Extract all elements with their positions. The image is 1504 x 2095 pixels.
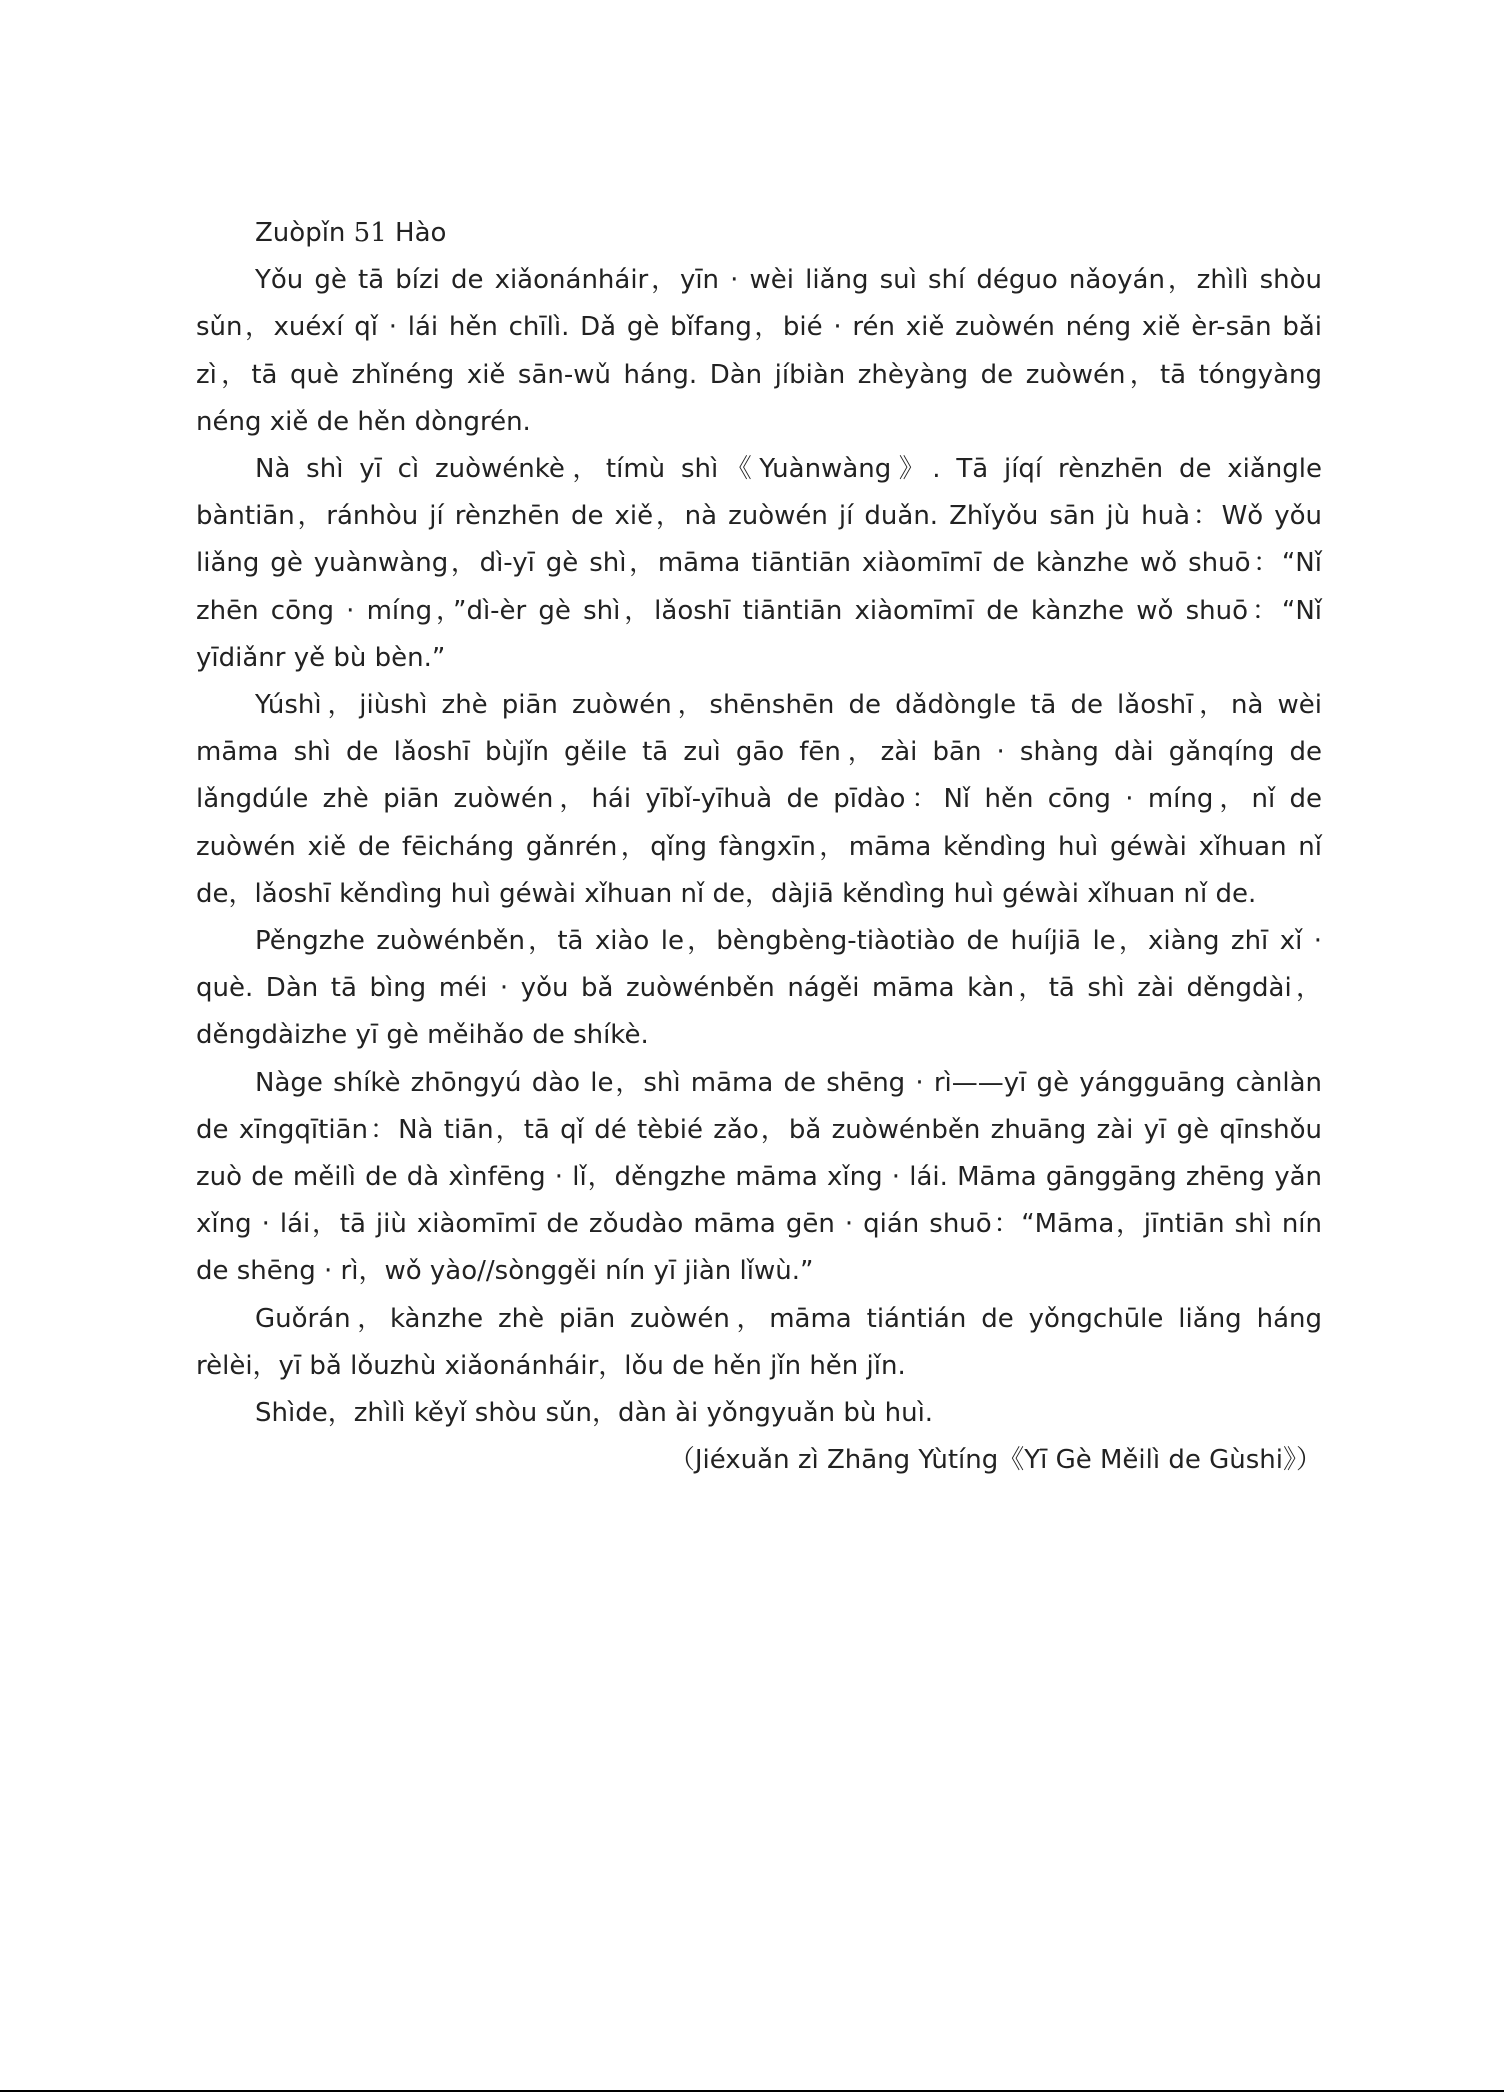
paragraph-1: Yǒu gè tā bízi de xiǎonánháir，yīn · wèi liǎng suì shí déguo nǎoyán，zhìlì shòu sǔn，xuéxí qǐ · lái hěn chīlì. Dǎ gè bǐfang，bié · rén xiě zuòwén néng xiě èr-sān bǎi zì，tā què zhǐnéng xiě sān-wǔ háng. Dàn jíbiàn zhèyàng de zuòwén，tā tóngyàng néng xiě de hěn dòngrén. [196,265,1322,437]
paragraph-7: Shìde，zhìlì kěyǐ shòu sǔn，dàn ài yǒngyuǎn bù huì. [255,1398,934,1429]
title-number: 51 [353,218,387,248]
document-title [196,210,1322,257]
title-suffix: Hào [395,218,447,248]
page-bottom-rule [0,2090,1504,2092]
paragraph-3: Yúshì，jiùshì zhè piān zuòwén，shēnshēn de dǎdòngle tā de lǎoshī，nà wèi māma shì de lǎoshī bùjǐn gěile tā zuì gāo fēn，zài bān · shàng dài gǎnqíng de lǎngdúle zhè piān zuòwén，hái yībǐ-yīhuà de pīdào：Nǐ hěn cōng · míng，nǐ de zuòwén xiě de fēicháng gǎnrén，qǐng fàngxīn，māma kěndìng huì géwài xǐhuan nǐ de，lǎoshī kěndìng huì géwài xǐhuan nǐ de，dàjiā kěndìng huì géwài xǐhuan nǐ de. [196,690,1322,909]
paragraph-5: Nàge shíkè zhōngyú dào le，shì māma de shēng · rì——yī gè yángguāng cànlàn de xīngqītiān：Nà tiān，tā qǐ dé tèbié zǎo，bǎ zuòwénběn zhuāng zài yī gè qīnshǒu zuò de měilì de dà xìnfēng · lǐ，děngzhe māma xǐng · lái. Māma gānggāng zhēng yǎn xǐng · lái，tā jiù xiàomīmī de zǒudào māma gēn · qián shuō：“Māma，jīntiān shì nín de shēng · rì，wǒ yào//sònggěi nín yī jiàn lǐwù.” [196,1067,1322,1287]
paragraph-2: Nà shì yī cì zuòwénkè，tímù shì《Yuànwàng》. Tā jíqí rènzhēn de xiǎngle bàntiān，ránhòu jí rènzhēn de xiě，nà zuòwén jí duǎn. Zhǐyǒu sān jù huà：Wǒ yǒu liǎng gè yuànwàng，dì-yī gè shì，māma tiāntiān xiàomīmī de kànzhe wǒ shuō：“Nǐ zhēn cōng · míng，”dì-èr gè shì，lǎoshī tiāntiān xiàomīmī de kànzhe wǒ shuō：“Nǐ yīdiǎnr yě bù bèn.” [196,454,1322,673]
paragraph-4: Pěngzhe zuòwénběn，tā xiào le，bèngbèng-tiàotiào de huíjiā le，xiàng zhī xǐ · què. Dàn tā bìng méi · yǒu bǎ zuòwénběn nágěi māma kàn，tā shì zài děngdài，děngdàizhe yī gè měihǎo de shíkè. [196,926,1322,1051]
source-citation: （Jiéxuǎn zì Zhāng Yùtíng《Yī Gè Měilì de Gùshi》） [668,1445,1322,1476]
document-page [196,210,1322,1484]
title-prefix: Zuòpǐn [255,218,346,248]
paragraph-6: Guǒrán，kànzhe zhè piān zuòwén，māma tiántián de yǒngchūle liǎng háng rèlèi，yī bǎ lǒuzhù xiǎonánháir，lǒu de hěn jǐn hěn jǐn. [196,1303,1322,1381]
